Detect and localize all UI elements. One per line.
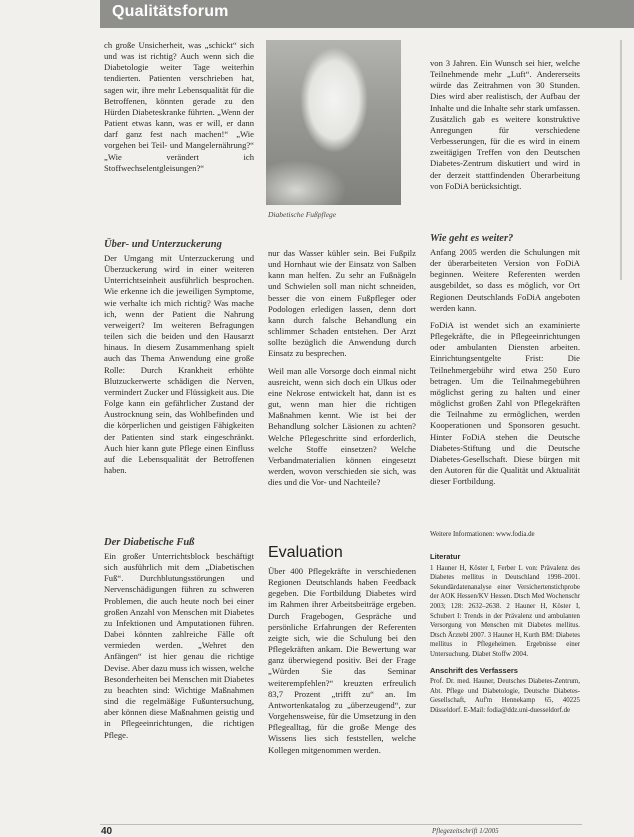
page-number: 40 xyxy=(101,826,113,837)
paragraph-ulcer: Weil man alle Vorsorge doch einmal nicht ausreicht, wenn sich doch ein Ulkus oder eine Nekrose entwickelt hat, dann ist es gut, wenn man hier die richtigen Maßnahmen kennt. Wie ist bei der Behandlung solcher Läsionen zu achten? Welche Pflegeschritte sind erforderlich, welche Stoffe einsetzen? Welche Verbandmaterialien können eingesetzt werden, wovon verschieden sie sich, was dies und die Vor- und Nachteile? xyxy=(268,365,416,488)
column-left-top xyxy=(104,40,254,174)
paragraph-diabetic-foot: Ein großer Unterrichtsblock beschäftigt sich ausführlich mit dem „Diabetischen Fuß“. Durchblutungsstörungen und Nervenschädigungen führen zu schweren Problemen, die auch heute noch bei einer großen Anzahl von Menschen mit Diabetes zu Infektionen und Amputationen führen. Dabei könnten zahlreiche Fälle oft vermieden werden. „Wehret den Anfängen“ ist hier genau die richtige Devise. Aber dazu muss ich wissen, welche Besonderheiten bei Menschen mit Diabetes zu beachten sind: Wichtige Maßnahmen sind die regelmäßige Fußuntersuchung, aber können diese Maßnahmen geistig und in Pflegeeinrichtungen, die richtigen Pflege. xyxy=(104,551,254,740)
web-note-text: Weitere Informationen: www.fodia.de xyxy=(430,531,535,538)
paragraph-next-steps: Anfang 2005 werden die Schulungen mit der überarbeiteten Version von FoDiA beginnen. Weitere Referenten werden ausgebildet, so dass es möglich, vor Ort Regionen Deutschlands FoDiA angeboten werden kann. xyxy=(430,247,580,313)
paragraph-participants: FoDiA ist wendet sich an examinierte Pflegekräfte, die in Pflegeeinrichtungen oder ambulanten Diensten arbeiten. Einrichtungsentgelte Frist: Die Teilnehmergebühr wird etwa 250 Euro betragen. Um die Teilnahmegebühren möglichst gering zu halten und einer möglichst großen Zahl von Pflegekräften die Teilnahme zu ermöglichen, werden Kooperationen und Sponsoren gesucht. Hinter FoDiA stehen die Deutsche Diabetes-Stiftung und die Deutsche Diabetes-Gesellschaft. Diese bürgen mit den Autoren für die Qualität und Aktualität dieser Fortbildung. xyxy=(430,319,580,487)
literature-title: Literatur xyxy=(430,552,461,561)
column-left-bottom xyxy=(104,536,254,824)
intro-paragraph: ch große Unsicherheit, was „schickt“ sich und was ist richtig? Auch wenn sich die Diabetologie weiter Tage weiterhin tendierten. Patienten verschrieben hat, sagen wir, ihre mehr Lebensqualität für die Betroffenen, könnten gerade zu den Hürden Diabeteskranke führten. „Wenn der Patient etwas kann, was er will, er dann darf ganz fest nach machen!“ „Wie vorgehen bei Teil- und Mangelernährung?“ „Wie verändert ich Stoffwechselentgleisungen?“ xyxy=(104,40,254,173)
photo-caption: Diabetische Fußpflege xyxy=(268,210,337,219)
heading-diabetic-foot: Der Diabetische Fuß xyxy=(104,537,195,548)
column-left-middle xyxy=(104,238,254,528)
section-title: Qualitätsforum xyxy=(112,3,229,20)
address-text: Prof. Dr. med. Hauner, Deutsches Diabetes-Zentrum, Abt. Pflege und Diabetologie, Deutsche Diabetes-Gesellschaft, Auf'm Hennekamp 65, 40225 Düsseldorf. E-Mail: fodia@ddz.uni-duesseldorf.de xyxy=(430,678,580,714)
footer-rule xyxy=(100,824,582,825)
literature-block xyxy=(430,552,580,822)
paragraph-evaluation: Über 400 Pflegekräfte in verschiedenen Regionen Deutschlands haben Feedback gegeben. Die Fortbildung Diabetes wird im Rahmen ihrer Arbeitsbeiträge ergeben. Durch Fragebogen, Gespräche und persönliche Erfahrungen der Referenten zeigte sich, wie die Schulung bei den Pflegekräften ankam. Die Bewertung war ganz überwiegend positiv. Bei der Frage „Würden Sie das Seminar weiterempfehlen?“ kreuzten erfreulich 83,7 Prozent „trifft zu“ an. Im Antwortenkatalog zu „überzeugend“, zur Vorgehensweise, für die Umsetzung in den Pflegealltag, für die große Menge des Wissens lies sich feststellen, welche Kollegen mitgenommen werden. xyxy=(268,566,416,755)
page-edge-shadow xyxy=(620,40,622,280)
heading-next-steps: Wie geht es weiter? xyxy=(430,233,514,244)
evaluation-heading: Evaluation xyxy=(268,544,343,561)
column-middle-bottom xyxy=(268,566,416,824)
foot-care-photo xyxy=(266,40,401,205)
column-right-top xyxy=(430,58,580,218)
web-note xyxy=(430,530,580,540)
paragraph-foot-care: nur das Wasser kühler sein. Bei Fußpilz und Hornhaut wie der Einsatz von Salben kann man helfen. Zu sehr an Fußnägeln und Schwielen soll man nicht schneiden, besser die von einem Fußpfleger oder Podologen erledigen lassen, denn dort kann durch falsche Behandlung ein schlimmer Schaden entstehen. Der Arzt sollte bezüglich die Anwendung durch Einsatz zu besprechen. xyxy=(268,248,416,359)
column-middle-top xyxy=(268,248,416,528)
paragraph-hypo-hyper: Der Umgang mit Unterzuckerung und Überzuckerung wird in einer weiteren Unterrichtseinheit ausführlich besprochen. Wie erkenne ich die jeweiligen Symptome, wie verhalte ich mich richtig? Was mache ich, wenn der Patient die Nahrung verweigert? Im weiteren Befragungen teilen sich die beiden und den Hausarzt hinaus. In diesem Zusammenhang spielt auch das Thema Anwendung eine große Rolle: Durch Krankheit erhöhte Blutzuckerwerte schädigen die Nerven, vermindert Zucker und Flüssigkeit aus. Die Folge kann ein gefährlicher Zustand der Austrocknung sein, das Wohlbefinden und die körperlichen und geistigen Fähigkeiten der Patienten sind stark eingeschränkt. Auch hier kann gute Pflege einen Einfluss auf die Lebensqualität der Betroffenen haben. xyxy=(104,253,254,475)
paragraph-feedback: von 3 Jahren. Ein Wunsch sei hier, welche Teilnehmende mehr „Luft“. Andererseits würde das Zeitrahmen von 30 Stunden. Dies wird aber realistisch, der Aufbau der Inhalte und die Inhalte sehr stark umfassen. Zusätzlich gab es weitere konstruktive Anregungen für verschiedene Verbesserungen, für die es wird in einem zweitägigen Treffen von den Deutschen Diabetes-Zentrum diskutiert und wird in der derzeit stattfindenden Überarbeitung von FoDiA berücksichtigt. xyxy=(430,58,580,191)
heading-hypo-hyper: Über- und Unterzuckerung xyxy=(104,239,222,250)
journal-reference: Pflegezeitschrift 1/2005 xyxy=(432,827,499,835)
literature-list: 1 Hauner H, Köster I, Ferber L von: Prävalenz des Diabetes mellitus in Deutschland 1998–2001. Sekundärdatenanalyse einer Versichertenstichprobe der AOK Hessen/KV Hessen. Dtsch Med Wochenschr 2003; 128: 2632–2638. 2 Hauner H, Köster I, Schubert I: Trends in der Prävalenz und ambulanten Versorgung von Menschen mit Diabetes mellitus. Dtsch Ärztebl 2007. 3 Hauner H, Kurth BM: Diabetes mellitus in Pflegeheimen. Ergebnisse einer Untersuchung. Diabet Stoffw 2004. xyxy=(430,564,580,658)
column-right-middle xyxy=(430,232,580,522)
address-title: Anschrift des Verfassers xyxy=(430,665,518,675)
